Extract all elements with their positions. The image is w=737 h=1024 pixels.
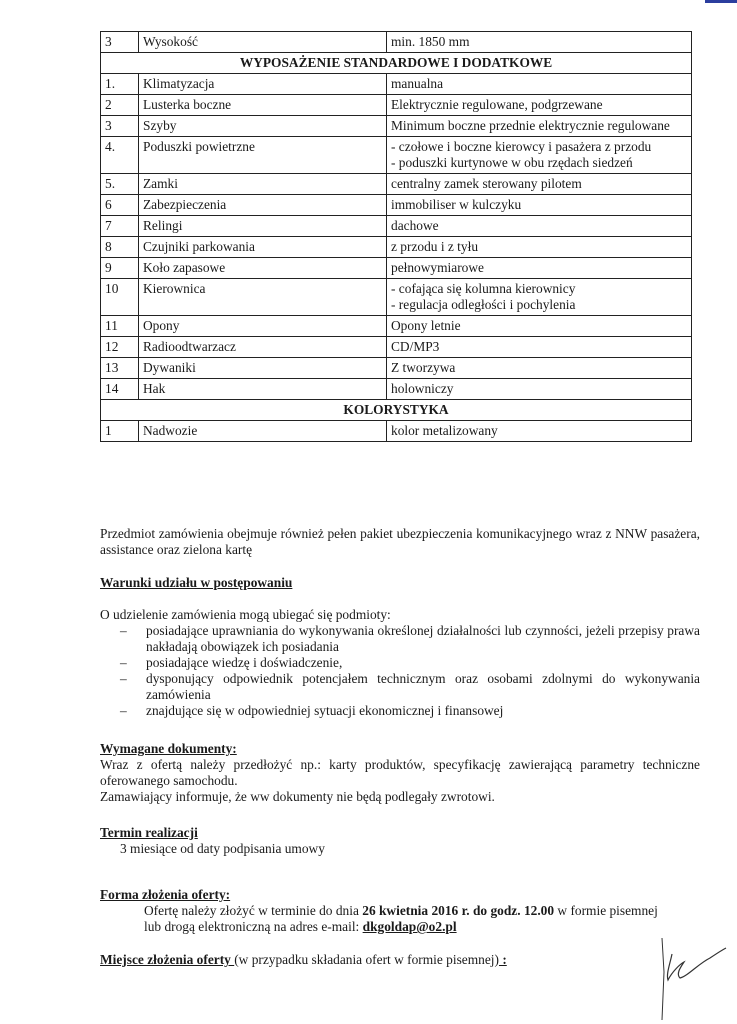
table-row — [101, 421, 692, 442]
conditions-heading: Warunki udziału w postępowaniu — [100, 575, 293, 590]
row-value: Z tworzywa — [387, 358, 692, 379]
section-header-color — [101, 400, 692, 421]
offer-form-heading: Forma złożenia oferty: — [100, 887, 231, 902]
intro-paragraph: Przedmiot zamówienia obejmuje również pełen pakiet ubezpieczenia komunikacyjnego wraz z NNW pasażera, assistance oraz zielona kartę — [100, 526, 700, 557]
list-item: – posiadające uprawniania do wykonywania określonej działalności lub czynności, jeżeli przepisy prawa nakładają obowiązek ich posiadania — [100, 623, 700, 655]
row-value: kolor metalizowany — [387, 421, 692, 442]
section-header-equipment — [101, 53, 692, 74]
row-value-line: - cofająca się kolumna kierownicy — [391, 281, 576, 296]
row-value: Elektrycznie regulowane, podgrzewane — [387, 95, 692, 116]
row-number: 12 — [101, 337, 139, 358]
offer-place-section — [100, 952, 700, 968]
row-value: Opony letnie — [387, 316, 692, 337]
specification-table — [100, 31, 692, 442]
row-number: 4. — [101, 137, 139, 174]
offer-form-text-a: Ofertę należy złożyć w terminie do dnia — [144, 903, 363, 918]
row-number: 8 — [101, 237, 139, 258]
list-item: – dysponujący odpowiednik potencjałem technicznym oraz osobami zdolnymi do wykonywania zamówienia — [100, 671, 700, 703]
row-number: 5. — [101, 174, 139, 195]
table-row — [101, 237, 692, 258]
table-row — [101, 95, 692, 116]
row-value: dachowe — [387, 216, 692, 237]
deadline-heading: Termin realizacji — [100, 825, 198, 840]
row-value — [387, 137, 692, 174]
documents-section — [100, 741, 700, 805]
row-name: Kierownica — [139, 279, 387, 316]
row-number: 14 — [101, 379, 139, 400]
row-value-line: - poduszki kurtynowe w obu rzędach siedzeń — [391, 155, 633, 170]
offer-form-text-b: w formie pisemnej lub drogą elektroniczną na adres e-mail: — [144, 903, 658, 934]
row-number: 6 — [101, 195, 139, 216]
table-row — [101, 379, 692, 400]
row-name: Poduszki powietrzne — [139, 137, 387, 174]
documents-note: Zamawiający informuje, że ww dokumenty nie będą podlegały zwrotowi. — [100, 789, 495, 804]
offer-place-text: (w przypadku składania ofert w formie pisemnej) — [234, 952, 499, 967]
row-number: 1. — [101, 74, 139, 95]
row-value: immobiliser w kulczyku — [387, 195, 692, 216]
row-value: pełnowymiarowe — [387, 258, 692, 279]
row-name: Zabezpieczenia — [139, 195, 387, 216]
offer-place-heading: Miejsce złożenia oferty — [100, 952, 235, 967]
row-number: 3 — [101, 32, 139, 53]
row-value-line: - regulacja odległości i pochylenia — [391, 297, 576, 312]
table-row — [101, 316, 692, 337]
row-number: 7 — [101, 216, 139, 237]
row-number: 1 — [101, 421, 139, 442]
row-name: Hak — [139, 379, 387, 400]
row-number: 13 — [101, 358, 139, 379]
table-row — [101, 74, 692, 95]
documents-heading: Wymagane dokumenty: — [100, 741, 237, 756]
list-item: – posiadające wiedzę i doświadczenie, — [100, 655, 700, 671]
table-row — [101, 32, 692, 53]
table-row — [101, 116, 692, 137]
row-name: Radioodtwarzacz — [139, 337, 387, 358]
row-name: Nadwozie — [139, 421, 387, 442]
table-row — [101, 216, 692, 237]
conditions-list — [100, 623, 700, 719]
row-name: Opony — [139, 316, 387, 337]
row-number: 10 — [101, 279, 139, 316]
offer-place-tail: : — [498, 952, 507, 967]
row-name: Wysokość — [139, 32, 387, 53]
table-row — [101, 174, 692, 195]
table-row — [101, 258, 692, 279]
table-row — [101, 337, 692, 358]
offer-email-link[interactable]: dkgoldap@o2.pl — [362, 919, 457, 934]
table-row — [101, 358, 692, 379]
row-number: 9 — [101, 258, 139, 279]
row-name: Lusterka boczne — [139, 95, 387, 116]
handwritten-signature — [650, 932, 730, 1022]
row-value: z przodu i z tyłu — [387, 237, 692, 258]
row-value: manualna — [387, 74, 692, 95]
row-value: holowniczy — [387, 379, 692, 400]
deadline-text: 3 miesiące od daty podpisania umowy — [120, 841, 325, 856]
list-item: – znajdujące się w odpowiedniej sytuacji ekonomicznej i finansowej — [100, 703, 700, 719]
offer-form-text — [100, 903, 664, 935]
corner-mark — [705, 0, 737, 3]
offer-deadline-date: 26 kwietnia 2016 r. do godz. 12.00 — [362, 903, 555, 918]
row-number: 3 — [101, 116, 139, 137]
row-value: Minimum boczne przednie elektrycznie regulowane — [387, 116, 692, 137]
section-title: WYPOSAŻENIE STANDARDOWE I DODATKOWE — [101, 53, 692, 74]
row-name: Relingi — [139, 216, 387, 237]
row-value: CD/MP3 — [387, 337, 692, 358]
section-title: KOLORYSTYKA — [101, 400, 692, 421]
row-name: Dywaniki — [139, 358, 387, 379]
row-name: Klimatyzacja — [139, 74, 387, 95]
table-row — [101, 137, 692, 174]
row-name: Szyby — [139, 116, 387, 137]
conditions-lead: O udzielenie zamówienia mogą ubiegać się podmioty: — [100, 607, 391, 622]
table-row — [101, 279, 692, 316]
row-value-line: - czołowe i boczne kierowcy i pasażera z przodu — [391, 139, 652, 154]
row-name: Koło zapasowe — [139, 258, 387, 279]
row-value — [387, 279, 692, 316]
table-row — [101, 195, 692, 216]
conditions-section — [100, 575, 700, 719]
row-name: Czujniki parkowania — [139, 237, 387, 258]
row-value: centralny zamek sterowany pilotem — [387, 174, 692, 195]
offer-form-section — [100, 887, 700, 935]
row-number: 11 — [101, 316, 139, 337]
row-name: Zamki — [139, 174, 387, 195]
deadline-section — [100, 825, 700, 857]
documents-text: Wraz z ofertą należy przedłożyć np.: karty produktów, specyfikację zawierającą parametry techniczne oferowanego samochodu. — [100, 757, 700, 788]
row-number: 2 — [101, 95, 139, 116]
row-value: min. 1850 mm — [387, 32, 692, 53]
